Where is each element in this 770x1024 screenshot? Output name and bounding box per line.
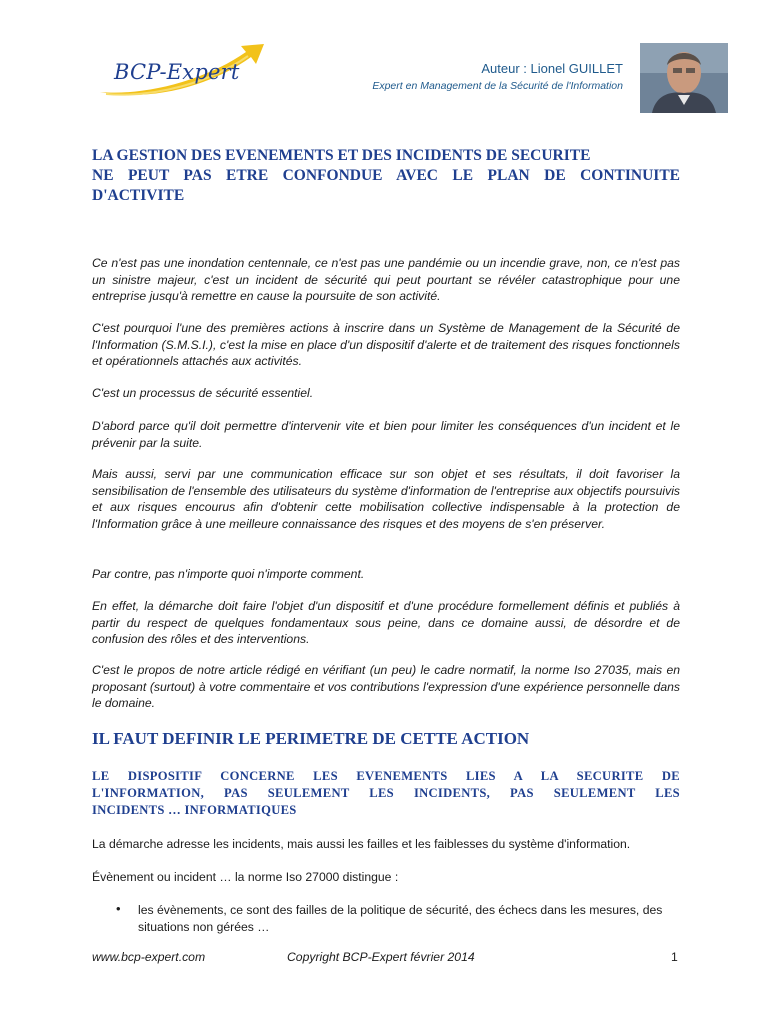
paragraph-1: Ce n'est pas une inondation centennale, ce n'est pas une pandémie ou un incendie grave, non, ce n'est pas un sinistre majeur, c'est un incident de sécurité qui peut pourtant se révéler catastrophique pour une entreprise jusqu'à remettre en cause la poursuite de son activité. xyxy=(92,256,680,304)
paragraph-2: C'est pourquoi l'une des premières actions à inscrire dans un Système de Management de la Sécurité de l'Information (S.M.S.I.), c'est la mise en place d'un dispositif d'alerte et de traitement des risques fonctionnels et opérationnels attachés aux activités. xyxy=(92,321,680,369)
paragraph-4: D'abord parce qu'il doit permettre d'intervenir vite et bien pour limiter les conséquences d'un incident et le prévenir par la suite. xyxy=(92,419,680,450)
bcp-expert-logo xyxy=(96,40,266,102)
subheading-line-3: INCIDENTS … INFORMATIQUES xyxy=(92,803,297,817)
footer-website: www.bcp-expert.com xyxy=(92,950,206,964)
title-line-3: D'ACTIVITE xyxy=(92,187,185,204)
author-photo xyxy=(640,43,728,113)
subheading-line-1: LE DISPOSITIF CONCERNE LES EVENEMENTS LIES A LA SECURITE DE xyxy=(92,769,680,783)
bullet-item-1: les évènements, ce sont des failles de la politique de sécurité, des échecs dans les mesures, des situations non gérées … xyxy=(138,903,663,934)
page-number: 1 xyxy=(671,950,678,964)
author-name: Auteur : Lionel GUILLET xyxy=(481,61,623,76)
main-title xyxy=(92,146,680,206)
section-text-2: Évènement ou incident … la norme Iso 27000 distingue : xyxy=(92,870,399,884)
paragraph-5: Mais aussi, servi par une communication efficace sur son objet et ses résultats, il doit favoriser la sensibilisation de l'ensemble des utilisateurs du système d'information de l'entreprise aux objectifs poursuivis et aux risques encourus afin d'obtenir cette mobilisation collective indispensable à la protection de l'Information grâce à une meilleure connaissance des risques et des moyens de s'en préserver. xyxy=(92,467,680,531)
paragraph-6: Par contre, pas n'importe quoi n'importe comment. xyxy=(92,567,365,581)
footer-copyright: Copyright BCP-Expert février 2014 xyxy=(287,950,475,964)
bullet-icon: • xyxy=(116,901,121,916)
section-subheading xyxy=(92,768,680,819)
paragraph-3: C'est un processus de sécurité essentiel. xyxy=(92,386,314,400)
subheading-line-2: L'INFORMATION, PAS SEULEMENT LES INCIDENTS, PAS SEULEMENT LES xyxy=(92,786,680,800)
author-role: Expert en Management de la Sécurité de l'Information xyxy=(372,80,623,92)
title-line-2: NE PEUT PAS ETRE CONFONDUE AVEC LE PLAN DE CONTINUITE xyxy=(92,167,680,184)
title-line-1: LA GESTION DES EVENEMENTS ET DES INCIDENTS DE SECURITE xyxy=(92,147,591,164)
section-text-1: La démarche adresse les incidents, mais aussi les failles et les faiblesses du système d'information. xyxy=(92,837,631,851)
logo-text: BCP-Expert xyxy=(114,60,240,84)
section-heading: IL FAUT DEFINIR LE PERIMETRE DE CETTE ACTION xyxy=(92,729,530,748)
paragraph-7: En effet, la démarche doit faire l'objet d'un dispositif et d'une procédure formellement définis et publiés à partir du respect de quelques fondamentaux sous peine, dans ce domaine aussi, de désordre et de confusion des rôles et des interventions. xyxy=(92,599,680,647)
paragraph-8: C'est le propos de notre article rédigé en vérifiant (un peu) le cadre normatif, la norme Iso 27035, mais en proposant (surtout) à votre commentaire et vos contributions l'expression d'une expérience personnelle dans le domaine. xyxy=(92,663,680,711)
